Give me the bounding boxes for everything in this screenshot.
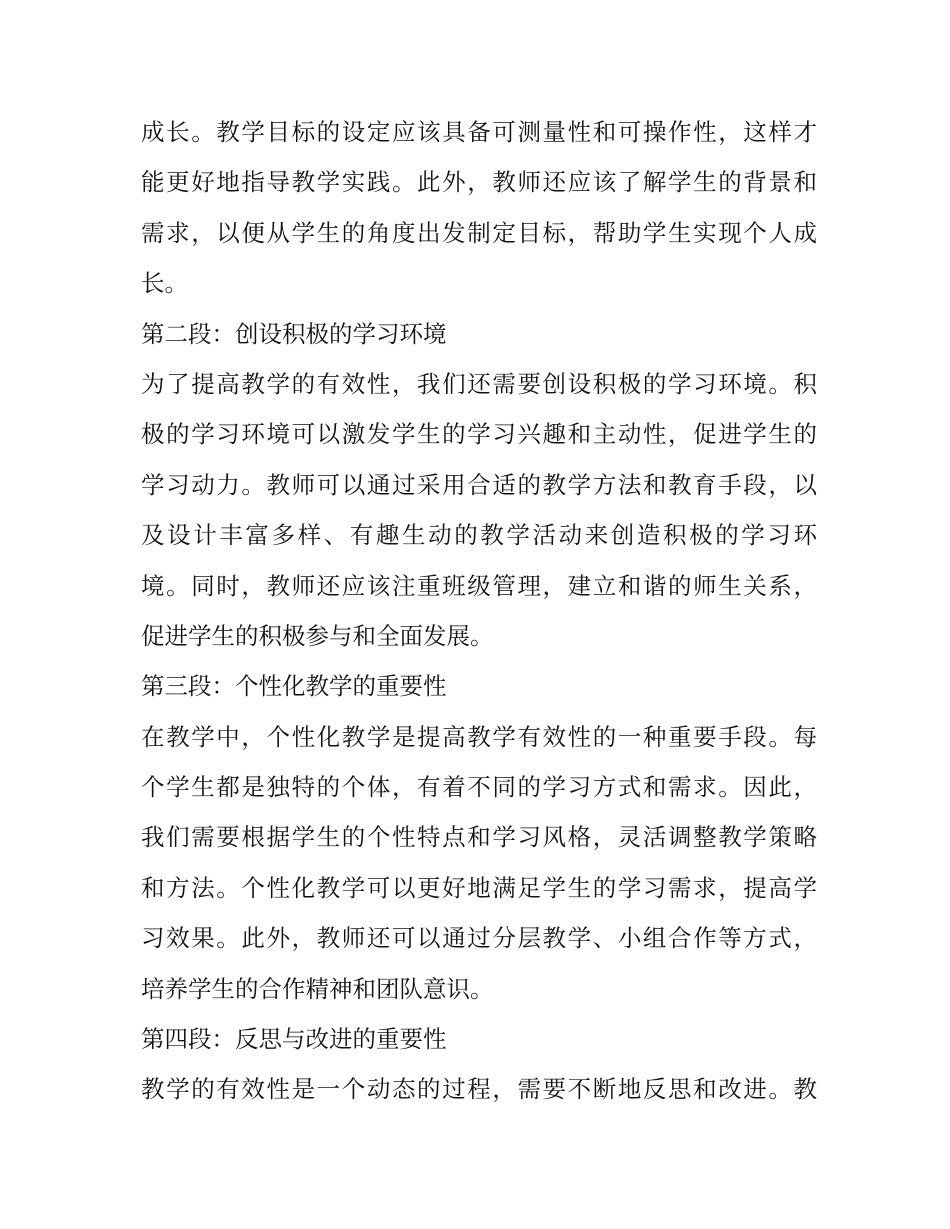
paragraph-1-line-3: 需求，以便从学生的角度出发制定目标，帮助学生实现个人成 bbox=[141, 218, 817, 247]
section-heading-3: 第三段：个性化教学的重要性 bbox=[141, 672, 447, 701]
paragraph-3-line-5: 习效果。此外，教师还可以通过分层教学、小组合作等方式， bbox=[141, 924, 817, 953]
paragraph-2-line-3: 学习动力。教师可以通过采用合适的教学方法和教育手段，以 bbox=[141, 470, 817, 499]
paragraph-2-line-5: 境。同时，教师还应该注重班级管理，建立和谐的师生关系， bbox=[141, 571, 817, 600]
paragraph-1-line-2: 能更好地指导教学实践。此外，教师还应该了解学生的背景和 bbox=[141, 168, 817, 197]
paragraph-1-line-1: 成长。教学目标的设定应该具备可测量性和可操作性，这样才 bbox=[141, 118, 817, 146]
paragraph-3-line-6: 培养学生的合作精神和团队意识。 bbox=[141, 974, 494, 1003]
paragraph-1-line-4: 长。 bbox=[141, 269, 188, 298]
paragraph-2-line-2: 极的学习环境可以激发学生的学习兴趣和主动性，促进学生的 bbox=[141, 420, 817, 449]
paragraph-4-line-1: 教学的有效性是一个动态的过程，需要不断地反思和改进。教 bbox=[141, 1075, 817, 1104]
paragraph-3-line-4: 和方法。个性化教学可以更好地满足学生的学习需求，提高学 bbox=[141, 873, 817, 902]
paragraph-2-line-6: 促进学生的积极参与和全面发展。 bbox=[141, 621, 494, 650]
paragraph-2-line-4: 及设计丰富多样、有趣生动的教学活动来创造积极的学习环 bbox=[141, 521, 817, 550]
paragraph-3-line-2: 个学生都是独特的个体，有着不同的学习方式和需求。因此， bbox=[141, 773, 817, 802]
paragraph-3-line-3: 我们需要根据学生的个性特点和学习风格，灵活调整教学策略 bbox=[141, 823, 817, 852]
document-body bbox=[141, 107, 817, 1115]
section-heading-4: 第四段：反思与改进的重要性 bbox=[141, 1025, 447, 1054]
paragraph-3-line-1: 在教学中，个性化教学是提高教学有效性的一种重要手段。每 bbox=[141, 722, 817, 751]
section-heading-2: 第二段：创设积极的学习环境 bbox=[141, 319, 447, 348]
paragraph-2-line-1: 为了提高教学的有效性，我们还需要创设积极的学习环境。积 bbox=[141, 369, 817, 398]
